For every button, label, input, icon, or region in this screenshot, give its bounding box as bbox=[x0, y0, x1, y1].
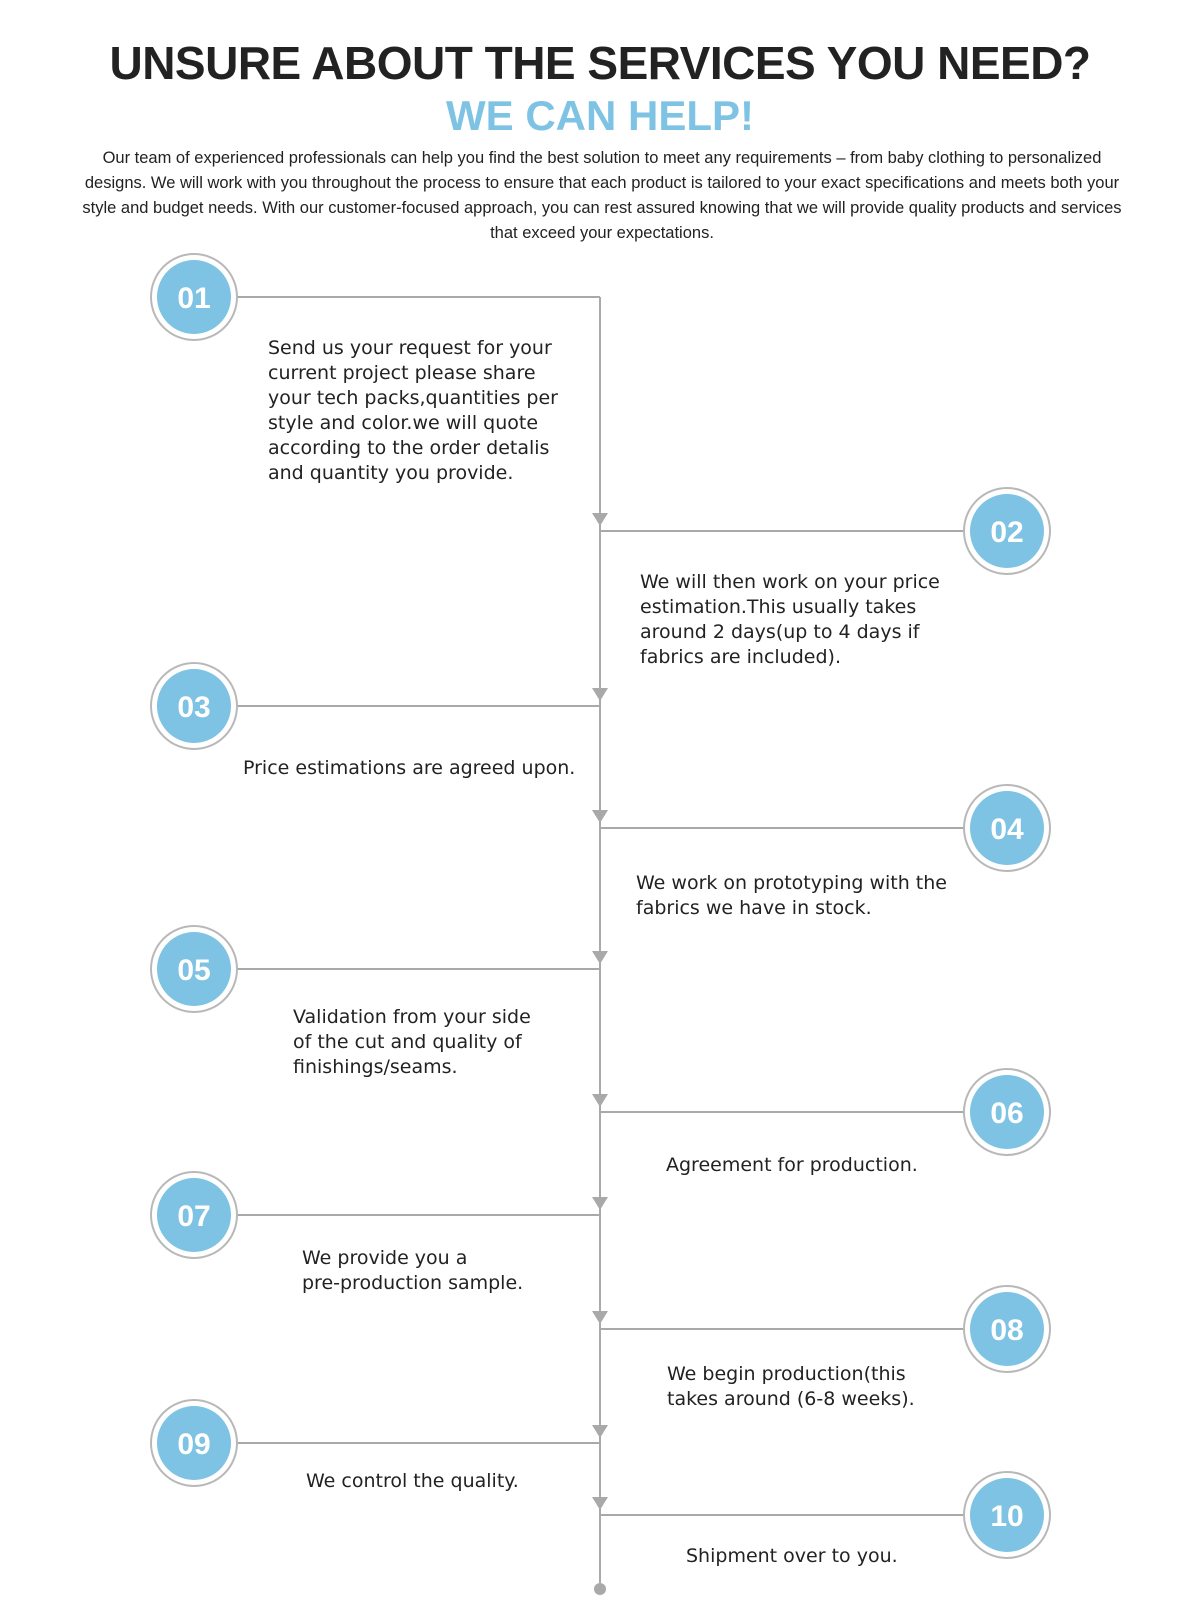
step-badge-05 bbox=[151, 926, 237, 1012]
step-line: Shipment over to you. bbox=[686, 1545, 898, 1567]
step-text-03 bbox=[243, 756, 575, 781]
step-number-01: 01 bbox=[177, 282, 211, 315]
step-number-06: 06 bbox=[990, 1097, 1024, 1130]
step-number-08: 08 bbox=[990, 1314, 1024, 1347]
step-badge-08 bbox=[964, 1286, 1050, 1372]
step-number-09: 09 bbox=[177, 1428, 211, 1461]
step-line: Validation from your side bbox=[293, 1006, 531, 1028]
flow-arrow-2 bbox=[592, 688, 608, 701]
step-line: We provide you a bbox=[302, 1247, 468, 1269]
flow-arrow-3 bbox=[592, 810, 608, 823]
step-badge-01 bbox=[151, 254, 237, 340]
step-badge-03 bbox=[151, 663, 237, 749]
step-line: fabrics are included). bbox=[640, 646, 841, 668]
step-line: estimation.This usually takes bbox=[640, 596, 917, 618]
step-line: Agreement for production. bbox=[666, 1154, 918, 1176]
step-line: We control the quality. bbox=[306, 1470, 519, 1492]
page-title: UNSURE ABOUT THE SERVICES YOU NEED? bbox=[109, 37, 1091, 89]
step-number-05: 05 bbox=[177, 954, 211, 987]
step-text-10 bbox=[686, 1544, 898, 1569]
flow-arrow-9 bbox=[592, 1497, 608, 1510]
flow-arrow-4 bbox=[592, 951, 608, 964]
step-line: Send us your request for your bbox=[268, 337, 552, 359]
step-line: fabrics we have in stock. bbox=[636, 897, 872, 919]
step-badge-06 bbox=[964, 1069, 1050, 1155]
step-line: We begin production(this bbox=[667, 1363, 906, 1385]
step-badge-09 bbox=[151, 1400, 237, 1486]
step-line: We work on prototyping with the bbox=[636, 872, 947, 894]
flow-arrow-5 bbox=[592, 1094, 608, 1107]
spine-end-dot bbox=[594, 1583, 606, 1595]
step-badge-04 bbox=[964, 785, 1050, 871]
step-text-06 bbox=[666, 1153, 918, 1178]
step-text-09 bbox=[306, 1469, 519, 1494]
step-badge-02 bbox=[964, 488, 1050, 574]
step-number-07: 07 bbox=[177, 1200, 211, 1233]
step-line: current project please share bbox=[268, 362, 536, 384]
step-line: finishings/seams. bbox=[293, 1056, 458, 1078]
step-line: pre-production sample. bbox=[302, 1272, 524, 1294]
step-number-02: 02 bbox=[990, 516, 1024, 549]
step-line: your tech packs,quantities per bbox=[268, 387, 558, 409]
page-subtitle: WE CAN HELP! bbox=[446, 92, 754, 139]
step-line: according to the order detalis bbox=[268, 437, 550, 459]
flow-arrow-7 bbox=[592, 1311, 608, 1324]
step-text-04 bbox=[636, 871, 947, 921]
intro-paragraph: Our team of experienced professionals can help you find the best solution to meet any requirements – from baby clothing to personalized designs. We will work with you throughout the process to ensure that each product is tailored to your exact specifications and meets both your style and budget needs. With our customer-focused approach, you can rest assured knowing that we will provide quality products and services that exceed your expectations. bbox=[82, 149, 1122, 242]
step-line: style and color.we will quote bbox=[268, 412, 539, 434]
step-badge-07 bbox=[151, 1172, 237, 1258]
step-line: and quantity you provide. bbox=[268, 462, 514, 484]
step-text-07 bbox=[302, 1246, 523, 1296]
step-line: Price estimations are agreed upon. bbox=[243, 757, 576, 779]
step-line: of the cut and quality of bbox=[293, 1031, 522, 1053]
step-badge-10 bbox=[964, 1472, 1050, 1558]
step-line: takes around (6-8 weeks). bbox=[667, 1388, 915, 1410]
flow-arrow-8 bbox=[592, 1425, 608, 1438]
flow-arrow-6 bbox=[592, 1197, 608, 1210]
step-number-04: 04 bbox=[990, 813, 1024, 846]
step-number-03: 03 bbox=[177, 691, 211, 724]
flow-arrow-1 bbox=[592, 513, 608, 526]
step-text-02 bbox=[640, 570, 940, 670]
step-text-01 bbox=[268, 336, 558, 486]
step-text-05 bbox=[293, 1005, 531, 1080]
step-line: We will then work on your price bbox=[640, 571, 940, 593]
step-text-08 bbox=[667, 1362, 915, 1412]
step-line: around 2 days(up to 4 days if bbox=[640, 621, 920, 643]
step-number-10: 10 bbox=[990, 1500, 1024, 1533]
